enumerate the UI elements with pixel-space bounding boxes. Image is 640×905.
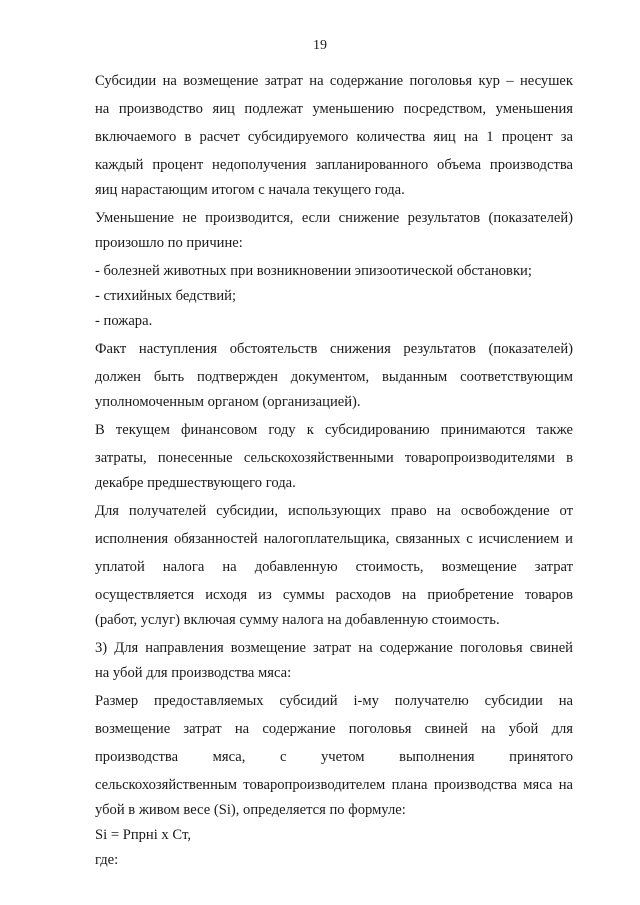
text-line: каждый процент недополучения запланированного объема производства — [95, 157, 573, 173]
text-line: исполнения обязанностей налогоплательщика, связанных с исчислением и — [95, 531, 573, 547]
text-line: В текущем финансовом году к субсидированию принимаются также — [95, 422, 573, 438]
list-item: - болезней животных при возникновении эпизоотической обстановки; — [95, 263, 532, 279]
page-number: 19 — [313, 38, 327, 53]
text-line: декабре предшествующего года. — [95, 475, 296, 491]
text-line: сельскохозяйственным товаропроизводителем плана производства мяса на — [95, 777, 573, 793]
text-line: яиц нарастающим итогом с начала текущего года. — [95, 182, 405, 198]
text-line: на убой для производства мяса: — [95, 665, 292, 681]
text-line: производства мяса, с учетом выполнения принятого — [95, 749, 573, 765]
text-line: где: — [95, 852, 119, 868]
text-line: Субсидии на возмещение затрат на содержание поголовья кур – несушек — [95, 73, 573, 89]
text-line: затраты, понесенные сельскохозяйственными товаропроизводителями в — [95, 450, 573, 466]
text-line: возмещение затрат на содержание поголовья свиней на убой для — [95, 721, 573, 737]
text-line: осуществляется исходя из суммы расходов на приобретение товаров — [95, 587, 573, 603]
text-line: произошло по причине: — [95, 235, 243, 251]
list-item: - пожара. — [95, 313, 153, 329]
text-line: на производство яиц подлежат уменьшению посредством, уменьшения — [95, 101, 573, 117]
formula: Si = Pпpнi x Cт, — [95, 827, 192, 843]
text-line: 3) Для направления возмещение затрат на содержание поголовья свиней — [95, 640, 573, 656]
text-line: Факт наступления обстоятельств снижения результатов (показателей) — [95, 341, 573, 357]
text-line: включаемого в расчет субсидируемого количества яиц на 1 процент за — [95, 129, 573, 145]
text-line: Уменьшение не производится, если снижение результатов (показателей) — [95, 210, 573, 226]
text-line: Размер предоставляемых субсидий i-му получателю субсидии на — [95, 693, 573, 709]
text-line: должен быть подтвержден документом, выданным соответствующим — [95, 369, 573, 385]
text-line: (работ, услуг) включая сумму налога на добавленную стоимость. — [95, 612, 500, 628]
text-line: Для получателей субсидии, использующих право на освобождение от — [95, 503, 573, 519]
text-line: уплатой налога на добавленную стоимость, возмещение затрат — [95, 559, 573, 575]
list-item: - стихийных бедствий; — [95, 288, 237, 304]
text-line: убой в живом весе (Si), определяется по формуле: — [95, 802, 406, 818]
text-line: уполномоченным органом (организацией). — [95, 394, 361, 410]
